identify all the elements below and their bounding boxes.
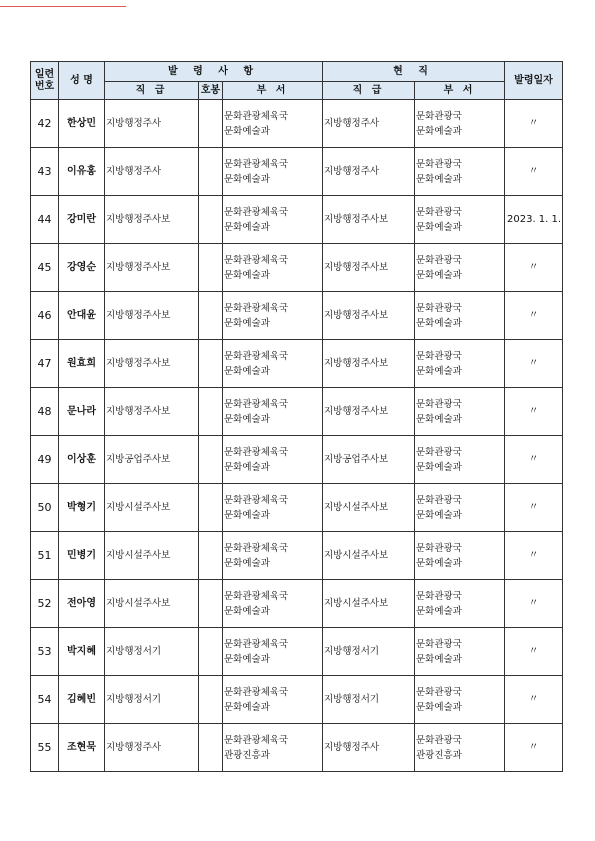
row-current-rank: 지방행정서기 [323, 676, 415, 724]
row-dept [223, 532, 323, 580]
row-current-dept-line1: 문화관광국 [416, 350, 462, 362]
row-name: 조현묵 [59, 724, 105, 772]
table-row [31, 388, 563, 436]
row-current-dept-line2: 문화예술과 [416, 605, 462, 617]
row-current-dept-line2: 문화예술과 [416, 365, 462, 377]
row-holding [199, 628, 223, 676]
row-dept-line2: 문화예술과 [224, 605, 270, 617]
row-current-dept [415, 532, 505, 580]
row-rank: 지방행정서기 [105, 676, 199, 724]
row-current-dept-line1: 문화관광국 [416, 734, 462, 746]
row-dept-line2: 문화예술과 [224, 269, 270, 281]
row-current-dept [415, 388, 505, 436]
row-rank: 지방행정주사보 [105, 292, 199, 340]
row-dept-line1: 문화관광체육국 [224, 590, 289, 602]
row-name: 이상훈 [59, 436, 105, 484]
row-holding [199, 436, 223, 484]
row-current-dept [415, 148, 505, 196]
row-holding [199, 676, 223, 724]
row-dept [223, 676, 323, 724]
row-number: 48 [31, 388, 59, 436]
row-name: 안대윤 [59, 292, 105, 340]
row-current-dept-line1: 문화관광국 [416, 638, 462, 650]
row-rank: 지방행정주사 [105, 148, 199, 196]
table-row [31, 676, 563, 724]
row-current-dept [415, 628, 505, 676]
row-name: 원효희 [59, 340, 105, 388]
row-current-dept [415, 436, 505, 484]
row-dept [223, 244, 323, 292]
row-dept [223, 580, 323, 628]
row-current-dept-line2: 문화예술과 [416, 125, 462, 137]
row-current-rank: 지방행정주사 [323, 724, 415, 772]
row-dept-line2: 문화예술과 [224, 701, 270, 713]
row-current-dept [415, 724, 505, 772]
table-row [31, 148, 563, 196]
row-dept-line1: 문화관광체육국 [224, 158, 289, 170]
row-number: 45 [31, 244, 59, 292]
table-row [31, 340, 563, 388]
row-date: 〃 [505, 676, 563, 724]
row-current-dept-line2: 문화예술과 [416, 701, 462, 713]
row-current-dept-line1: 문화관광국 [416, 590, 462, 602]
row-current-rank: 지방행정주사보 [323, 292, 415, 340]
table-row [31, 436, 563, 484]
table-body [31, 100, 563, 772]
row-rank: 지방행정주사보 [105, 340, 199, 388]
header-current: 현 직 [323, 62, 505, 82]
row-dept-line1: 문화관광체육국 [224, 734, 289, 746]
table-row [31, 196, 563, 244]
row-date: 〃 [505, 340, 563, 388]
row-dept-line1: 문화관광체육국 [224, 686, 289, 698]
row-rank: 지방행정주사보 [105, 388, 199, 436]
row-current-dept-line2: 문화예술과 [416, 413, 462, 425]
row-dept [223, 628, 323, 676]
row-holding [199, 340, 223, 388]
row-current-dept [415, 196, 505, 244]
row-current-dept-line2: 문화예술과 [416, 317, 462, 329]
row-current-dept [415, 244, 505, 292]
row-current-dept-line2: 관광진흥과 [416, 749, 462, 761]
row-dept-line1: 문화관광체육국 [224, 446, 289, 458]
row-dept-line1: 문화관광체육국 [224, 542, 289, 554]
row-rank: 지방행정주사보 [105, 244, 199, 292]
row-dept-line2: 관광진흥과 [224, 749, 270, 761]
row-current-dept-line1: 문화관광국 [416, 398, 462, 410]
header-no [31, 62, 59, 100]
row-current-rank: 지방행정서기 [323, 628, 415, 676]
row-holding [199, 580, 223, 628]
header-name: 성 명 [59, 62, 105, 100]
row-dept [223, 484, 323, 532]
header-appointment: 발 령 사 항 [105, 62, 323, 82]
table-row [31, 532, 563, 580]
row-number: 54 [31, 676, 59, 724]
table-row [31, 580, 563, 628]
row-current-rank: 지방공업주사보 [323, 436, 415, 484]
row-rank: 지방시설주사보 [105, 580, 199, 628]
row-current-dept-line1: 문화관광국 [416, 302, 462, 314]
row-date: 〃 [505, 148, 563, 196]
row-current-dept [415, 676, 505, 724]
row-current-rank: 지방시설주사보 [323, 532, 415, 580]
row-current-rank: 지방시설주사보 [323, 580, 415, 628]
header-date: 발령일자 [505, 62, 563, 100]
row-dept-line2: 문화예술과 [224, 653, 270, 665]
row-date: 〃 [505, 484, 563, 532]
row-current-dept-line2: 문화예술과 [416, 269, 462, 281]
row-current-dept [415, 100, 505, 148]
row-name: 강영순 [59, 244, 105, 292]
table-row [31, 292, 563, 340]
row-dept [223, 196, 323, 244]
row-current-dept-line1: 문화관광국 [416, 446, 462, 458]
row-current-rank: 지방행정주사 [323, 100, 415, 148]
row-name: 강미란 [59, 196, 105, 244]
row-number: 51 [31, 532, 59, 580]
row-current-dept [415, 340, 505, 388]
row-date: 〃 [505, 244, 563, 292]
row-current-dept [415, 484, 505, 532]
row-date: 〃 [505, 292, 563, 340]
row-current-dept-line2: 문화예술과 [416, 653, 462, 665]
row-number: 52 [31, 580, 59, 628]
row-holding [199, 388, 223, 436]
row-rank: 지방행정서기 [105, 628, 199, 676]
row-dept-line2: 문화예술과 [224, 125, 270, 137]
row-date: 〃 [505, 436, 563, 484]
row-dept-line1: 문화관광체육국 [224, 638, 289, 650]
row-holding [199, 292, 223, 340]
row-dept-line1: 문화관광체육국 [224, 110, 289, 122]
row-dept [223, 292, 323, 340]
row-holding [199, 196, 223, 244]
row-dept-line1: 문화관광체육국 [224, 302, 289, 314]
row-rank: 지방행정주사 [105, 724, 199, 772]
row-date: 〃 [505, 388, 563, 436]
row-name: 민병기 [59, 532, 105, 580]
row-name: 박지혜 [59, 628, 105, 676]
row-name: 이유홍 [59, 148, 105, 196]
row-current-dept-line1: 문화관광국 [416, 206, 462, 218]
row-number: 55 [31, 724, 59, 772]
row-dept-line2: 문화예술과 [224, 317, 270, 329]
row-number: 47 [31, 340, 59, 388]
row-current-dept [415, 292, 505, 340]
row-dept [223, 148, 323, 196]
row-rank: 지방시설주사보 [105, 532, 199, 580]
header-dept: 부 서 [223, 82, 323, 100]
row-current-rank: 지방행정주사보 [323, 244, 415, 292]
row-dept-line1: 문화관광체육국 [224, 350, 289, 362]
row-current-rank: 지방행정주사 [323, 148, 415, 196]
row-current-dept-line1: 문화관광국 [416, 110, 462, 122]
row-dept [223, 388, 323, 436]
row-date: 〃 [505, 100, 563, 148]
header-rank: 직 급 [105, 82, 199, 100]
row-number: 49 [31, 436, 59, 484]
row-dept [223, 436, 323, 484]
header-no-line2: 번호 [34, 80, 55, 92]
row-current-dept-line2: 문화예술과 [416, 173, 462, 185]
row-dept-line2: 문화예술과 [224, 461, 270, 473]
row-holding [199, 100, 223, 148]
row-date: 〃 [505, 724, 563, 772]
row-current-rank: 지방시설주사보 [323, 484, 415, 532]
row-dept-line2: 문화예술과 [224, 221, 270, 233]
row-dept [223, 724, 323, 772]
header-current-dept: 부 서 [415, 82, 505, 100]
row-dept-line1: 문화관광체육국 [224, 206, 289, 218]
row-current-dept-line1: 문화관광국 [416, 254, 462, 266]
row-number: 50 [31, 484, 59, 532]
header-current-rank: 직 급 [323, 82, 415, 100]
table-row [31, 484, 563, 532]
row-rank: 지방공업주사보 [105, 436, 199, 484]
row-current-dept-line2: 문화예술과 [416, 221, 462, 233]
table-row [31, 100, 563, 148]
table-row [31, 724, 563, 772]
row-name: 문나라 [59, 388, 105, 436]
appointment-table [30, 61, 563, 772]
row-date: 〃 [505, 580, 563, 628]
row-current-dept-line1: 문화관광국 [416, 686, 462, 698]
row-holding [199, 244, 223, 292]
row-current-dept-line2: 문화예술과 [416, 557, 462, 569]
row-current-rank: 지방행정주사보 [323, 196, 415, 244]
row-number: 43 [31, 148, 59, 196]
row-holding [199, 148, 223, 196]
row-dept-line1: 문화관광체육국 [224, 494, 289, 506]
row-number: 44 [31, 196, 59, 244]
row-dept-line2: 문화예술과 [224, 365, 270, 377]
row-date: 〃 [505, 628, 563, 676]
header-no-line1: 일련 [34, 68, 55, 80]
header-holding: 호봉 [199, 82, 223, 100]
row-name: 김혜빈 [59, 676, 105, 724]
row-rank: 지방행정주사보 [105, 196, 199, 244]
row-dept-line2: 문화예술과 [224, 173, 270, 185]
row-current-dept [415, 580, 505, 628]
row-current-rank: 지방행정주사보 [323, 340, 415, 388]
row-current-rank: 지방행정주사보 [323, 388, 415, 436]
row-dept [223, 100, 323, 148]
row-dept-line1: 문화관광체육국 [224, 254, 289, 266]
row-number: 42 [31, 100, 59, 148]
row-date: 2023. 1. 1. [505, 196, 563, 244]
row-holding [199, 724, 223, 772]
row-current-dept-line1: 문화관광국 [416, 542, 462, 554]
row-dept-line2: 문화예술과 [224, 413, 270, 425]
row-holding [199, 484, 223, 532]
row-name: 한상민 [59, 100, 105, 148]
row-holding [199, 532, 223, 580]
table-row [31, 628, 563, 676]
row-date: 〃 [505, 532, 563, 580]
row-dept-line2: 문화예술과 [224, 557, 270, 569]
row-number: 53 [31, 628, 59, 676]
row-current-dept-line1: 문화관광국 [416, 158, 462, 170]
row-current-dept-line1: 문화관광국 [416, 494, 462, 506]
row-number: 46 [31, 292, 59, 340]
table-header [31, 62, 563, 100]
top-red-rule [0, 6, 126, 7]
row-rank: 지방행정주사 [105, 100, 199, 148]
row-dept [223, 340, 323, 388]
row-current-dept-line2: 문화예술과 [416, 461, 462, 473]
row-dept-line1: 문화관광체육국 [224, 398, 289, 410]
row-rank: 지방시설주사보 [105, 484, 199, 532]
row-current-dept-line2: 문화예술과 [416, 509, 462, 521]
row-name: 전아영 [59, 580, 105, 628]
row-name: 박형기 [59, 484, 105, 532]
row-dept-line2: 문화예술과 [224, 509, 270, 521]
table-row [31, 244, 563, 292]
